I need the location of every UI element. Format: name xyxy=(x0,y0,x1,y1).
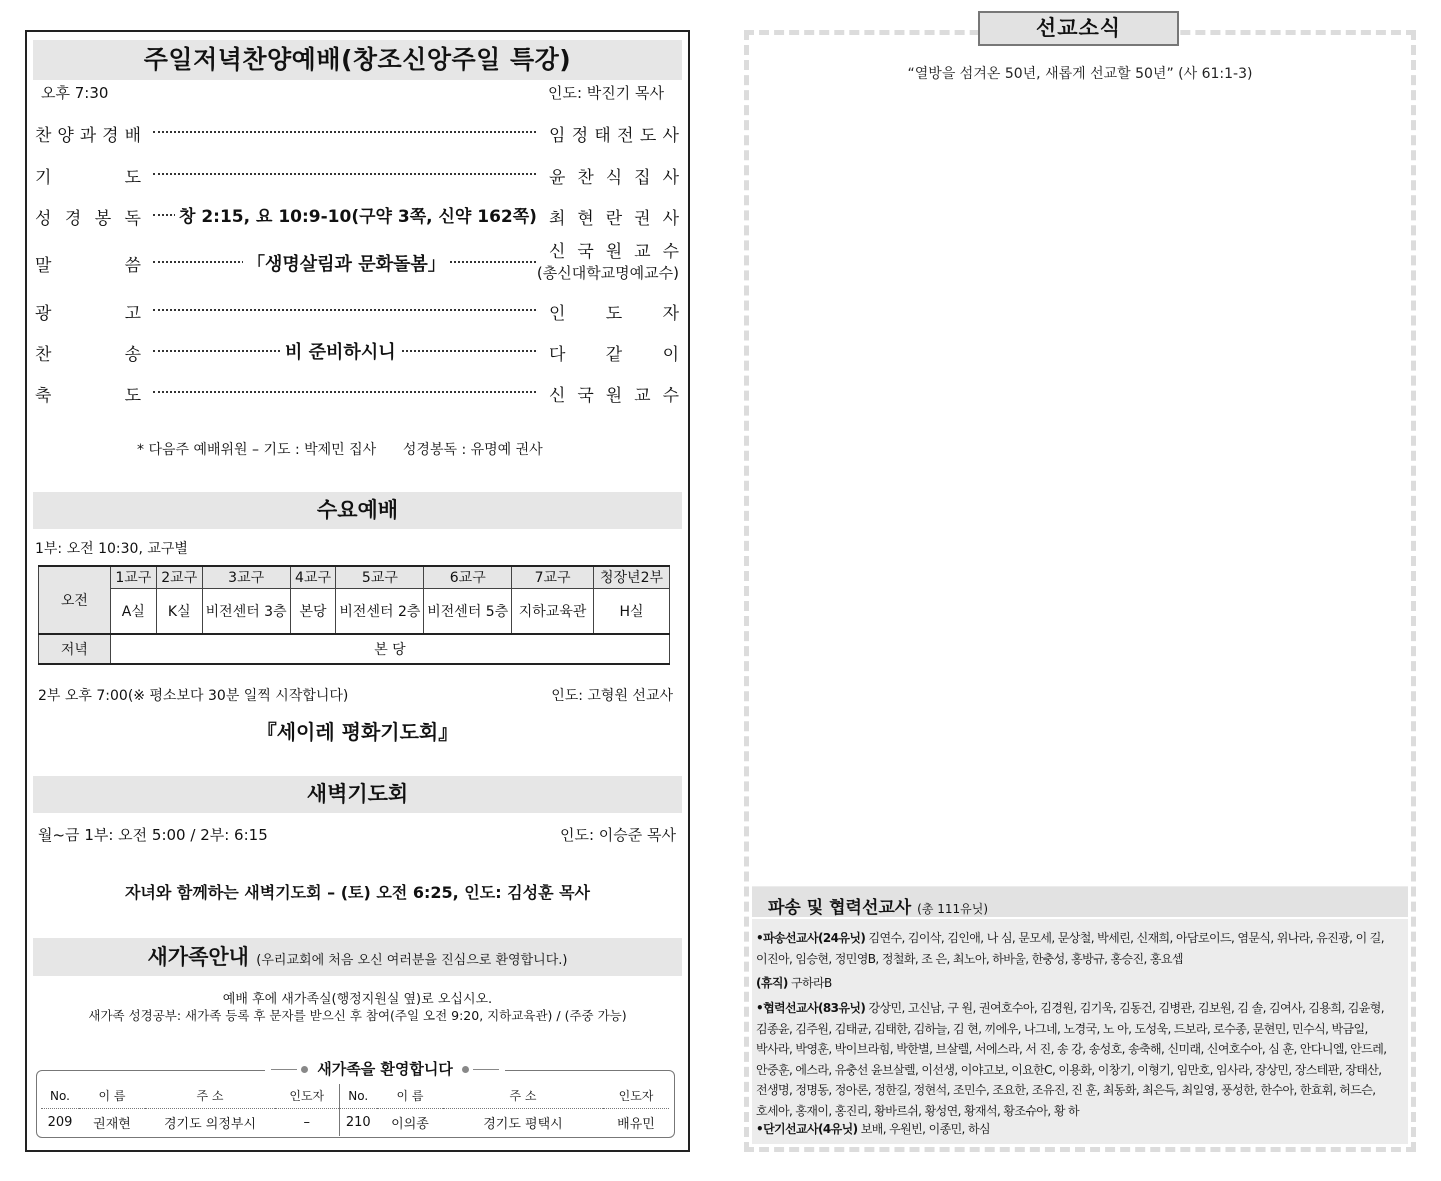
order-person: 인 도 자 xyxy=(549,304,679,324)
dawn-leader: 인도: 이승준 목사 xyxy=(559,826,676,844)
district-room: A실 xyxy=(110,588,156,634)
coop-missionaries xyxy=(756,998,1406,1121)
leader-dots xyxy=(153,131,536,133)
order-person: 신 국 원 교 수 xyxy=(549,242,679,262)
order-person: 최 현 란 권 사 xyxy=(549,209,679,229)
newfamily-instructions: 예배 후에 새가족실(행정지원실 옆)로 오십시오. xyxy=(222,992,493,1007)
col-guide: 인도자 xyxy=(275,1084,339,1108)
order-person-affiliation: (총신대학교명예교수) xyxy=(536,264,679,282)
district-header: 3교구 xyxy=(202,566,290,588)
district-header: 2교구 xyxy=(156,566,202,588)
order-name: 성 경 봉 독 xyxy=(35,209,141,229)
sent-label: •파송선교사(24유닛) xyxy=(756,931,866,945)
order-name: 찬 송 xyxy=(35,345,141,365)
evening-leader: 인도: 박진기 목사 xyxy=(547,84,664,102)
col-guide: 인도자 xyxy=(603,1084,669,1108)
district-header: 6교구 xyxy=(424,566,512,588)
scripture-reference: 창 2:15, 요 10:9-10(구약 3쪽, 신약 162쪽) xyxy=(175,202,541,227)
dawn-time: 월~금 1부: 오전 5:00 / 2부: 6:15 xyxy=(38,826,268,844)
short-label: •단기선교사(4유닛) xyxy=(756,1122,858,1136)
district-header: 청장년2부 xyxy=(594,566,670,588)
evening-room: 본 당 xyxy=(110,634,669,664)
district-header: 7교구 xyxy=(512,566,594,588)
wednesday-part2: 2부 오후 7:00(※ 평소보다 30분 일찍 시작합니다) xyxy=(38,688,349,704)
entry-no: 210 xyxy=(339,1108,377,1136)
district-room: 비전센터 5층 xyxy=(424,588,512,634)
order-name: 말 씀 xyxy=(35,256,141,276)
peace-prayer-title: 『세이레 평화기도회』 xyxy=(256,720,459,744)
col-name: 이 름 xyxy=(79,1084,145,1108)
evening-label: 저녁 xyxy=(39,634,111,664)
leave-missionaries xyxy=(756,973,1406,994)
district-room: H실 xyxy=(594,588,670,634)
order-name: 기 도 xyxy=(35,168,141,188)
newfamily-subtitle: (우리교회에 처음 오신 여러분을 진심으로 환영합니다.) xyxy=(256,953,568,968)
missionary-total: (총 111유닛) xyxy=(917,902,988,916)
entry-guide: – xyxy=(303,1114,310,1130)
evening-worship-title: 주일저녁찬양예배(창조신앙주일 특강) xyxy=(33,40,682,80)
dawn-prayer-title: 새벽기도회 xyxy=(33,776,682,813)
coop-label: •협력선교사(83유닛) xyxy=(756,1001,866,1015)
district-room: 지하교육관 xyxy=(512,588,594,634)
evening-time: 오후 7:30 xyxy=(41,84,109,102)
district-header: 4교구 xyxy=(290,566,336,588)
newfamily-title: 새가족안내 xyxy=(147,945,249,969)
missionary-box-title xyxy=(768,893,988,918)
next-week-committee: * 다음주 예배위원 – 기도 : 박제민 집사 성경봉독 : 유명예 권사 xyxy=(137,442,543,458)
order-person: 다 같 이 xyxy=(549,345,679,365)
newfamily-bible-study: 새가족 성경공부: 새가족 등록 후 문자를 받으신 후 참여(주일 오전 9:20, 지하교육관) / (주중 가능) xyxy=(88,1008,627,1023)
leave-list: 구하라B xyxy=(790,976,832,990)
missionary-title-text: 파송 및 협력선교사 xyxy=(768,898,912,918)
newfamily-title-band xyxy=(33,938,682,976)
order-name: 축 도 xyxy=(35,386,141,406)
order-person: 윤 찬 식 집 사 xyxy=(549,168,679,188)
district-room-table xyxy=(38,565,670,665)
sermon-title: 「생명살림과 문화돌봄」 xyxy=(243,250,450,276)
leader-dots xyxy=(153,173,536,175)
district-room: K실 xyxy=(156,588,202,634)
col-name: 이 름 xyxy=(377,1084,443,1108)
entry-name: 이의종 xyxy=(391,1116,429,1132)
short-missionaries xyxy=(756,1119,1406,1140)
entry-name: 권재현 xyxy=(93,1116,131,1132)
worship-panel xyxy=(25,30,690,1152)
entry-guide: 배유민 xyxy=(617,1116,655,1132)
district-room: 본당 xyxy=(290,588,336,634)
col-no: No. xyxy=(339,1084,377,1108)
wednesday-part2-leader: 인도: 고형원 선교사 xyxy=(551,688,673,704)
district-room: 비전센터 2층 xyxy=(336,588,424,634)
col-addr: 주 소 xyxy=(443,1084,603,1108)
leave-label: (휴직) xyxy=(756,976,788,990)
col-no: No. xyxy=(41,1084,79,1108)
district-header: 5교구 xyxy=(336,566,424,588)
district-header: 1교구 xyxy=(110,566,156,588)
mission-quote: “열방을 섬겨온 50년, 새롭게 선교할 50년” (사 61:1-3) xyxy=(907,66,1253,82)
order-name: 광 고 xyxy=(35,304,141,324)
wednesday-part1: 1부: 오전 10:30, 교구별 xyxy=(35,541,188,557)
sent-list: 김연수, 김이삭, 김인애, 나 심, 문모세, 문상철, 박세린, 신재희, 아담로이드, 염문식, 위나라, 유진광, 이 길, 이진아, 임승현, 정민영B, 정철화, 조 은, 최노아, 하바울, 한충성, 홍방규, 홍승진, 홍요셉 xyxy=(756,931,1384,966)
order-name: 찬 양 과 경 배 xyxy=(35,126,141,146)
entry-addr: 경기도 평택시 xyxy=(483,1116,563,1132)
district-room: 비전센터 3층 xyxy=(202,588,290,634)
wednesday-worship-title: 수요예배 xyxy=(33,492,682,529)
leader-dots xyxy=(153,309,536,311)
sent-missionaries xyxy=(756,928,1406,969)
order-person: 임 정 태 전 도 사 xyxy=(549,126,679,146)
entry-no: 209 xyxy=(47,1114,73,1130)
short-list: 보배, 우원빈, 이종민, 하심 xyxy=(860,1122,990,1136)
coop-list: 강상민, 고신남, 구 원, 권여호수아, 김경원, 김기욱, 김동건, 김병관, 김보원, 김 솔, 김여사, 김용희, 김윤형, 김종윤, 김주원, 김태균, 김태한, 김하늘, 김 현, 끼에우, 나그네, 노경국, 노 아, 도성욱, 드보라, 로수종, 문현민, 민수식, 박금일, 박사라, 박영훈, 박이브라힘, 박한별, 브살렐, 서에스라, 서 진, 송 강, 송성호, 송축해, 신미래, 신여호수아, 심 훈, 안다니엘, 안드레, 안중훈, 에스라, 유충선 윤브살렐, 이선생, 이야고보, 이요한C, 이용화, 이창기, 이형기, 임만호, 임사라, 장상민, 장스테판, 장태산, 전생명, 정명동, 정아론, 정한길, 정현석, 조민수, 조요한, 조유진, 진 훈, 최동화, 최은득, 최일영, 풍성한, 한수아, 한효휘, 허드슨, 호세아, 홍재이, 홍진리, 황바르쉬, 황성연, 황재석, 황조슈아, 황 하 xyxy=(756,1001,1387,1118)
welcome-text: 새가족을 환영합니다 xyxy=(317,1060,453,1078)
hymn-title: 비 준비하시니 xyxy=(281,338,400,364)
leader-dots xyxy=(153,391,536,393)
entry-addr: 경기도 의정부시 xyxy=(163,1116,257,1132)
mission-title: 선교소식 xyxy=(978,11,1179,46)
family-dawn-prayer: 자녀와 함께하는 새벽기도회 – (토) 오전 6:25, 인도: 김성훈 목사 xyxy=(124,883,591,902)
order-person: 신 국 원 교 수 xyxy=(549,386,679,406)
morning-label: 오전 xyxy=(39,566,111,634)
col-addr: 주 소 xyxy=(145,1084,275,1108)
